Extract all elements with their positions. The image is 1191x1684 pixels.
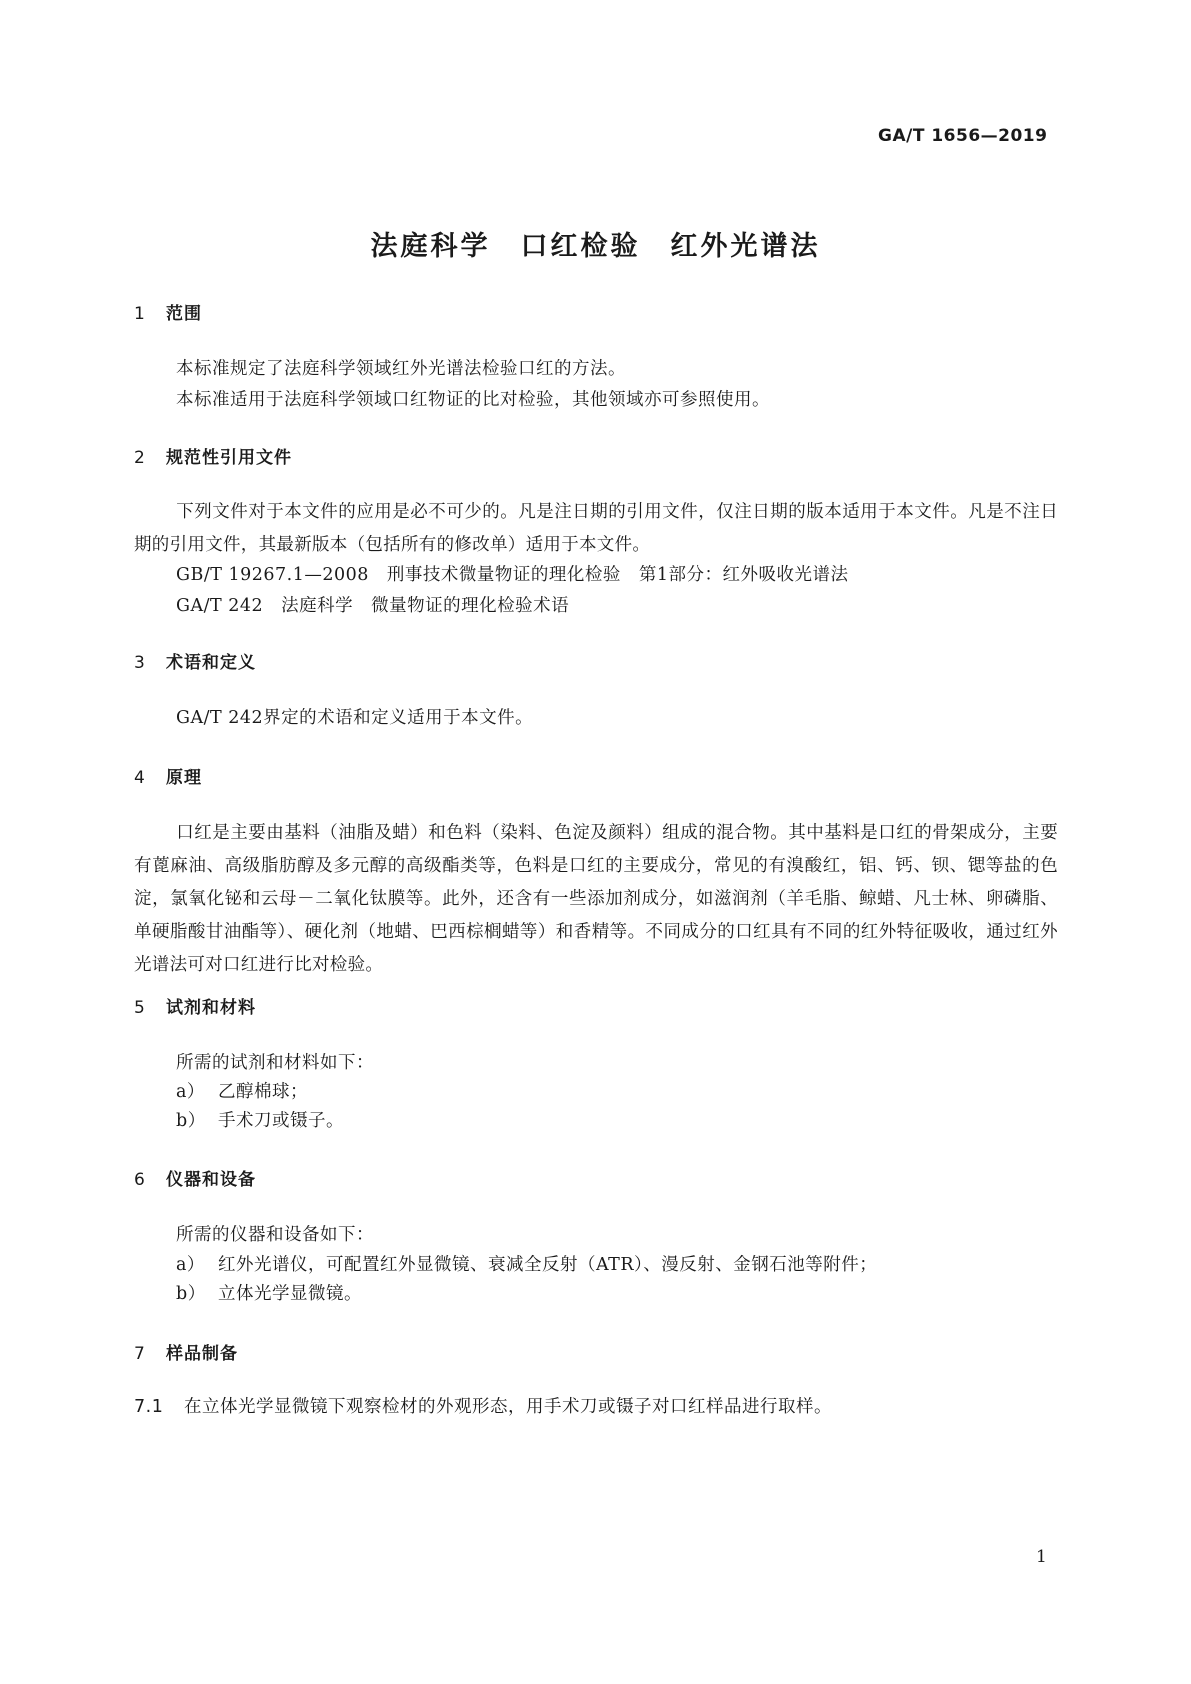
document-title: 法庭科学 口红检验 红外光谱法 [370,231,821,262]
list-item-label: b） [176,1111,206,1131]
section-title: 术语和定义 [166,653,256,673]
section-1-paragraph-2: 本标准适用于法庭科学领域口红物证的比对检验，其他领域亦可参照使用。 [176,390,770,410]
section-2-paragraph-1 [134,496,1058,562]
list-item-text: 乙醇棉球； [218,1082,308,1102]
list-item-label: a） [176,1255,205,1275]
list-item [176,1107,344,1132]
section-7-heading [134,1339,238,1364]
section-title: 试剂和材料 [166,998,256,1018]
section-2-heading [134,443,292,468]
section-4-heading [134,763,202,788]
section-3-heading [134,648,256,673]
section-3-paragraph-1: GA/T 242界定的术语和定义适用于本文件。 [176,708,534,728]
section-title: 样品制备 [166,1344,238,1364]
document-number: GA/T 1656—2019 [878,126,1048,146]
list-item [176,1078,308,1103]
section-1-heading [134,299,202,324]
section-6-intro: 所需的仪器和设备如下： [176,1225,374,1245]
section-title: 规范性引用文件 [166,448,292,468]
section-number: 4 [134,768,146,788]
section-title: 仪器和设备 [166,1170,256,1190]
subclause-text: 在立体光学显微镜下观察检材的外观形态，用手术刀或镊子对口红样品进行取样。 [184,1397,832,1417]
section-title: 范围 [166,304,202,324]
list-item-text: 立体光学显微镜。 [218,1284,362,1304]
section-number: 1 [134,304,146,324]
paragraph-text: 口红是主要由基料（油脂及蜡）和色料（染料、色淀及颜料）组成的混合物。其中基料是口红的骨架成分，主要有蓖麻油、高级脂肪醇及多元醇的高级酯类等，色料是口红的主要成分，常见的有溴酸红，铝、钙、钡、锶等盐的色淀，氯氧化铋和云母－二氧化钛膜等。此外，还含有一些添加剂成分，如滋润剂（羊毛脂、鲸蜡、凡士林、卵磷脂、单硬脂酸甘油酯等）、硬化剂（地蜡、巴西棕榈蜡等）和香精等。不同成分的口红具有不同的红外特征吸收，通过红外光谱法可对口红进行比对检验。 [134,823,1058,975]
list-item-text: 手术刀或镊子。 [218,1111,344,1131]
section-number: 2 [134,448,146,468]
list-item-label: a） [176,1082,205,1102]
section-number: 3 [134,653,146,673]
list-item [176,1251,877,1276]
paragraph-text: 下列文件对于本文件的应用是必不可少的。凡是注日期的引用文件，仅注日期的版本适用于本文件。凡是不注日期的引用文件，其最新版本（包括所有的修改单）适用于本文件。 [134,502,1058,555]
section-5-intro: 所需的试剂和材料如下： [176,1053,374,1073]
section-4-paragraph-1 [134,817,1058,982]
normative-reference-1: GB/T 19267.1—2008 刑事技术微量物证的理化检验 第1部分：红外吸收光谱法 [176,565,849,585]
section-1-paragraph-1: 本标准规定了法庭科学领域红外光谱法检验口红的方法。 [176,359,626,379]
section-6-heading [134,1165,256,1190]
list-item-label: b） [176,1284,206,1304]
subclause-7-1 [134,1393,832,1418]
normative-reference-2: GA/T 242 法庭科学 微量物证的理化检验术语 [176,596,570,616]
section-number: 7 [134,1344,146,1364]
section-title: 原理 [166,768,202,788]
section-5-heading [134,993,256,1018]
list-item-text: 红外光谱仪，可配置红外显微镜、衰减全反射（ATR）、漫反射、金钢石池等附件； [218,1255,878,1275]
subclause-number: 7.1 [134,1397,164,1417]
section-number: 6 [134,1170,146,1190]
list-item [176,1280,362,1305]
section-number: 5 [134,998,146,1018]
page-number: 1 [1036,1547,1047,1567]
